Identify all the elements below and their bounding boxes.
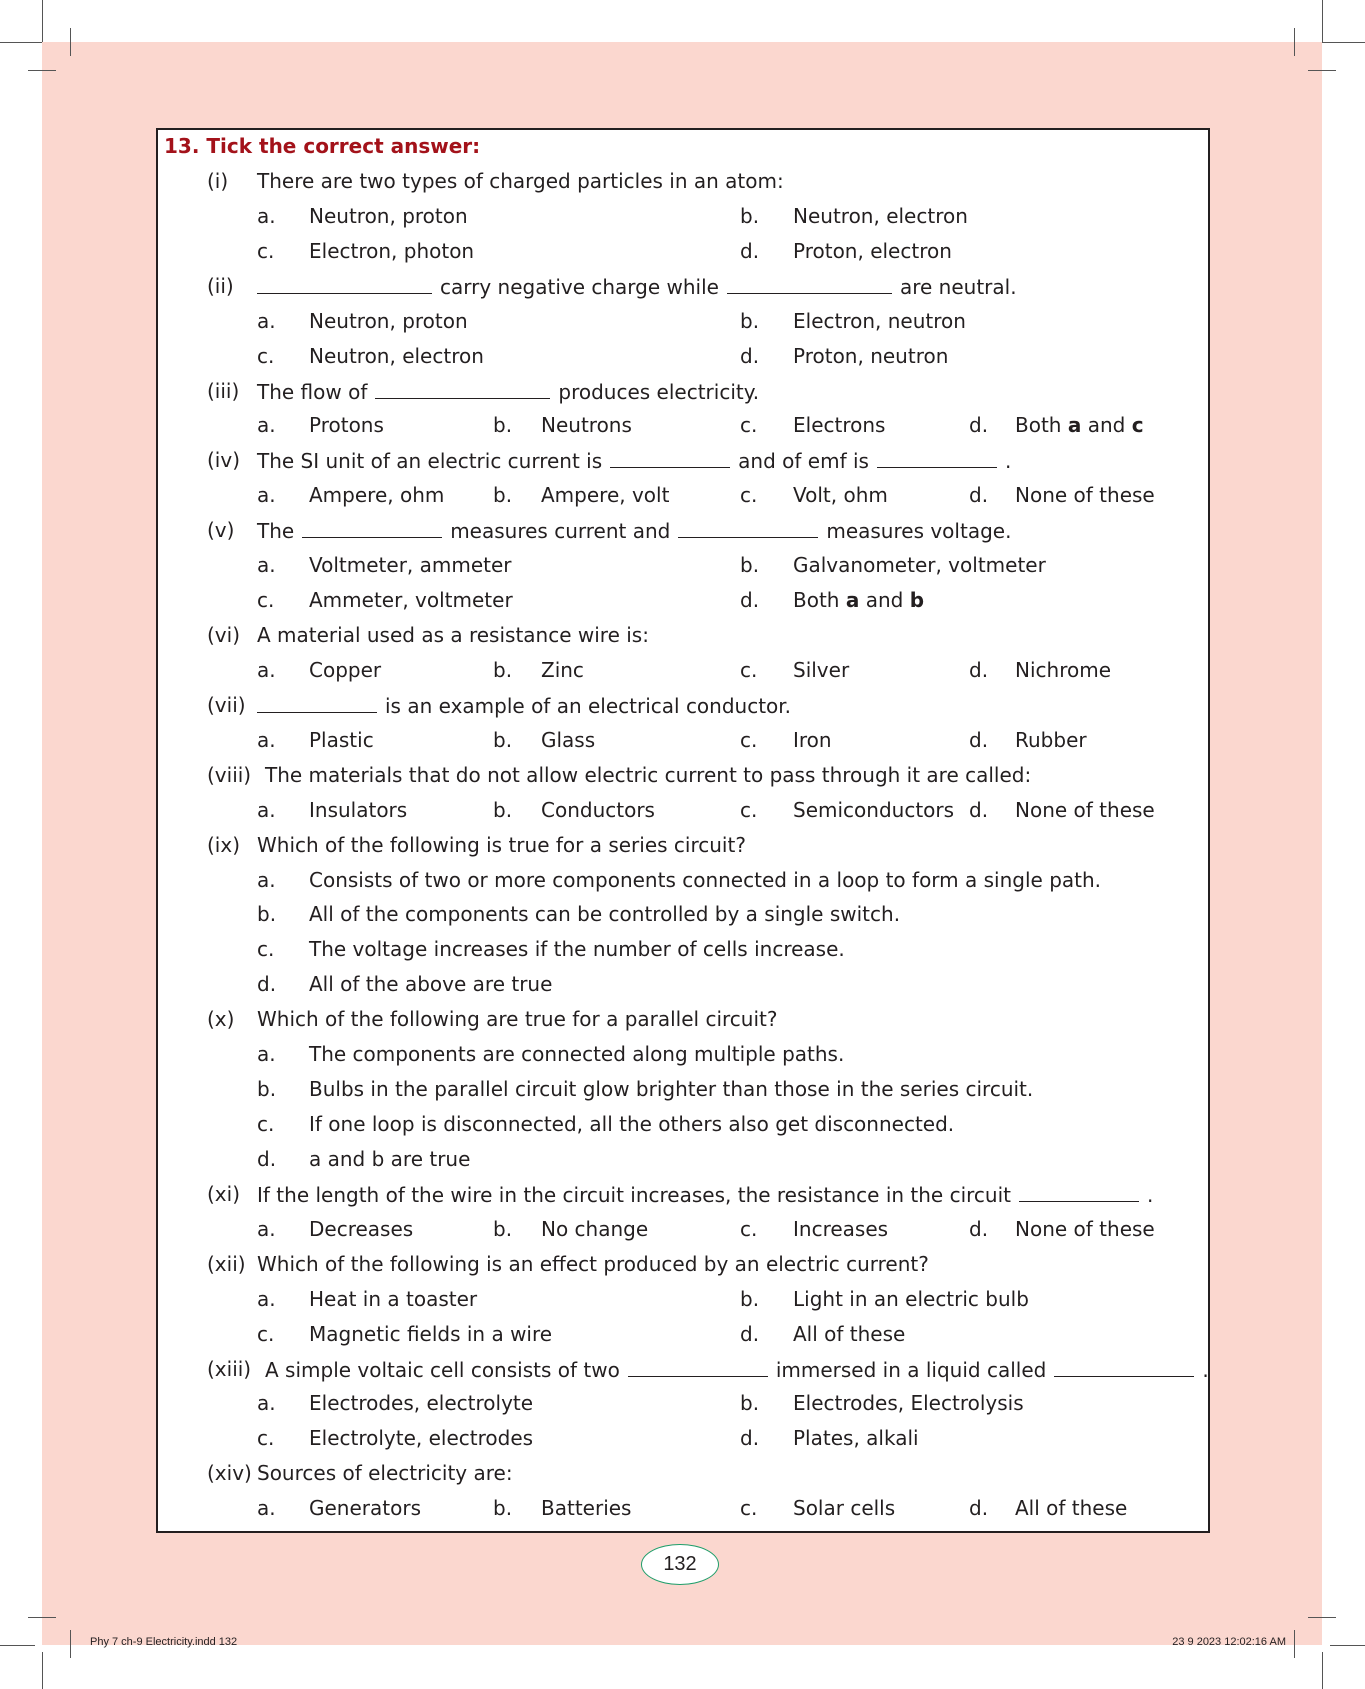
option-text (793, 1284, 1029, 1314)
option-letter: a. (257, 553, 276, 578)
option-letter: a. (257, 483, 276, 508)
option-letter: c. (740, 797, 758, 822)
option-letter: b. (493, 727, 513, 752)
crop-mark (28, 70, 56, 71)
option-text-part: Light in an electric bulb (793, 1286, 1029, 1311)
option-letter: d. (969, 1496, 989, 1521)
stem-text: . (1147, 1182, 1154, 1207)
option-bold-part: c (1131, 413, 1144, 438)
option-text-part: None of these (1015, 797, 1155, 822)
option-letter: b. (493, 1216, 513, 1241)
stem-text: are neutral. (899, 274, 1017, 299)
option-text (793, 1214, 888, 1244)
option-text-part: Neutrons (541, 413, 632, 438)
stem-text: If the length of the wire in the circuit increases, the resistance in the circuit (257, 1182, 1011, 1207)
crop-mark (1330, 1645, 1365, 1646)
option-text (309, 1144, 470, 1174)
option-letter: c. (257, 1112, 275, 1137)
option-letter: b. (493, 1496, 513, 1521)
crop-mark (0, 42, 42, 43)
question-number: (v) (207, 518, 235, 543)
option-letter: a. (257, 657, 276, 682)
option-text (793, 1388, 1024, 1418)
option-text-part: Heat in a toaster (309, 1286, 478, 1311)
option-letter: a. (257, 727, 276, 752)
option-text (309, 725, 374, 755)
option-text (309, 1214, 413, 1244)
option-letter: d. (740, 1321, 760, 1346)
question-number: (xiv) (207, 1461, 252, 1486)
option-text-part: None of these (1015, 483, 1155, 508)
crop-mark (1308, 70, 1336, 71)
option-bold-part: a (1067, 413, 1082, 438)
option-letter: c. (257, 1426, 275, 1451)
option-letter: d. (257, 972, 277, 997)
stem-text: The materials that do not allow electric current to pass through it are called: (265, 762, 1032, 787)
option-letter: c. (257, 937, 275, 962)
option-text-part: Magnetic fields in a wire (309, 1321, 553, 1346)
question-number: (x) (207, 1007, 235, 1032)
option-text-part: All of the components can be controlled by a single switch. (309, 902, 901, 927)
footer-file-info: Phy 7 ch-9 Electricity.indd 132 (90, 1636, 238, 1648)
question-number: (iii) (207, 378, 240, 403)
option-text (541, 1214, 648, 1244)
option-text-part: Rubber (1015, 727, 1087, 752)
answer-blank (628, 1354, 768, 1377)
stem-text: immersed in a liquid called (775, 1357, 1047, 1382)
option-text (309, 1109, 954, 1139)
question-number: (ii) (207, 273, 234, 298)
question-stem (257, 830, 746, 860)
option-letter: d. (969, 657, 989, 682)
crop-mark (0, 1645, 35, 1646)
question-stem (265, 760, 1031, 790)
option-text-part: Proton, neutron (793, 343, 949, 368)
question-number: (vii) (207, 692, 246, 717)
option-letter: c. (257, 238, 275, 263)
option-text (309, 1388, 533, 1418)
option-text-part: Electrodes, Electrolysis (793, 1391, 1024, 1416)
option-text-part: Both (793, 588, 846, 613)
option-letter: c. (740, 657, 758, 682)
option-letter: c. (257, 588, 275, 613)
answer-blank (727, 271, 892, 294)
option-letter: a. (257, 1496, 276, 1521)
question-stem (257, 166, 784, 196)
option-letter: d. (969, 797, 989, 822)
option-text-part: Galvanometer, voltmeter (793, 553, 1046, 578)
option-text-part: Both (1015, 413, 1068, 438)
option-text (541, 725, 595, 755)
stem-text: Sources of electricity are: (257, 1461, 513, 1486)
crop-mark (70, 28, 71, 56)
option-text (793, 1319, 905, 1349)
option-text-part: Ammeter, voltmeter (309, 588, 513, 613)
option-letter: d. (740, 588, 760, 613)
option-text (309, 550, 512, 580)
option-text (793, 201, 968, 231)
option-text-part: Neutron, proton (309, 308, 468, 333)
option-text-part: Protons (309, 413, 384, 438)
option-text (541, 410, 632, 440)
option-text-part: Conductors (541, 797, 655, 822)
stem-text: Which of the following are true for a parallel circuit? (257, 1007, 778, 1032)
option-letter: a. (257, 308, 276, 333)
option-text-part: Copper (309, 657, 382, 682)
option-letter: d. (969, 413, 989, 438)
stem-text: is an example of an electrical conductor. (385, 693, 792, 718)
question-number: (vi) (207, 623, 240, 648)
stem-text: . (1202, 1357, 1209, 1382)
question-stem (257, 690, 791, 720)
option-text (793, 550, 1046, 580)
option-text (541, 655, 584, 685)
option-text-part: Glass (541, 727, 596, 752)
option-text-part: None of these (1015, 1216, 1155, 1241)
answer-blank (257, 690, 377, 713)
stem-text: carry negative charge while (440, 274, 719, 299)
option-bold-part: b (909, 588, 925, 613)
option-text-part: The voltage increases if the number of cells increase. (309, 937, 845, 962)
option-text (1015, 655, 1111, 685)
option-text-part: Electrons (793, 413, 886, 438)
question-stem (257, 1179, 1153, 1209)
option-text-part: The components are connected along multiple paths. (309, 1042, 845, 1067)
option-text (793, 1423, 919, 1453)
option-text-part: Volt, ohm (793, 483, 888, 508)
option-text-part: No change (541, 1216, 649, 1241)
option-text (309, 1423, 533, 1453)
option-text (793, 1493, 895, 1523)
stem-text: produces electricity. (558, 379, 760, 404)
stem-text: . (1004, 449, 1012, 474)
option-text-part: Silver (793, 657, 850, 682)
option-text (309, 236, 474, 266)
option-text (309, 201, 468, 231)
option-text-part: Electrodes, electrolyte (309, 1391, 534, 1416)
question-number: (iv) (207, 448, 240, 473)
answer-blank (877, 445, 997, 468)
question-number: (ix) (207, 832, 240, 857)
option-letter: a. (257, 797, 276, 822)
answer-blank (678, 515, 818, 538)
option-letter: d. (969, 1216, 989, 1241)
crop-mark (28, 1617, 56, 1618)
option-text-part: Neutron, electron (309, 343, 484, 368)
option-letter: b. (493, 483, 513, 508)
option-text-part: Plates, alkali (793, 1426, 919, 1451)
stem-text: Which of the following is an effect produced by an electric current? (257, 1251, 929, 1276)
option-letter: b. (257, 1077, 277, 1102)
option-letter: a. (257, 1286, 276, 1311)
stem-text: There are two types of charged particles in an atom: (257, 168, 784, 193)
crop-mark (42, 1652, 43, 1689)
option-text (309, 969, 552, 999)
option-text-part: All of the above are true (309, 972, 553, 997)
question-number: (i) (207, 168, 229, 193)
option-letter: b. (740, 553, 760, 578)
option-text (793, 341, 948, 371)
stem-text: measures current and (450, 519, 671, 544)
crop-mark (1322, 0, 1323, 42)
option-text (1015, 1493, 1127, 1523)
option-letter: d. (740, 343, 760, 368)
option-text-part: Solar cells (793, 1496, 896, 1521)
option-text-part: If one loop is disconnected, all the others also get disconnected. (309, 1112, 955, 1137)
option-text-part: Semiconductors (793, 797, 955, 822)
option-letter: b. (740, 1286, 760, 1311)
stem-text: The (257, 519, 295, 544)
answer-blank (257, 271, 432, 294)
option-text (1015, 725, 1087, 755)
option-letter: a. (257, 1042, 276, 1067)
option-text (541, 480, 669, 510)
question-number: (xi) (207, 1181, 240, 1206)
option-text-part: Iron (793, 727, 832, 752)
option-text-part: Increases (793, 1216, 889, 1241)
crop-mark (1322, 42, 1365, 43)
crop-mark (1322, 1652, 1323, 1689)
question-stem (257, 515, 1011, 545)
question-stem (257, 445, 1011, 475)
option-letter: d. (740, 1426, 760, 1451)
question-number: (xiii) (207, 1356, 252, 1381)
option-text (309, 1039, 844, 1069)
stem-text: The flow of (257, 379, 368, 404)
option-letter: b. (740, 308, 760, 333)
option-letter: c. (740, 1216, 758, 1241)
option-text (309, 1319, 552, 1349)
option-text (793, 480, 888, 510)
answer-blank (1019, 1179, 1139, 1202)
option-text-part: Bulbs in the parallel circuit glow brighter than those in the series circuit. (309, 1077, 1034, 1102)
stem-text: and of emf is (738, 449, 869, 474)
option-text-part: Zinc (541, 657, 584, 682)
option-text (1015, 480, 1155, 510)
option-text (309, 655, 381, 685)
answer-blank (302, 515, 442, 538)
option-text (793, 655, 849, 685)
option-text-part: Electrolyte, electrodes (309, 1426, 534, 1451)
option-text-part: Insulators (309, 797, 408, 822)
option-letter: a. (257, 867, 276, 892)
option-letter: d. (740, 238, 760, 263)
page-number: 132 (641, 1544, 719, 1585)
option-letter: c. (257, 343, 275, 368)
option-letter: b. (740, 1391, 760, 1416)
option-letter: b. (493, 413, 513, 438)
option-text-part: a and b are true (309, 1146, 471, 1171)
option-text (309, 899, 900, 929)
option-text-part: and (859, 588, 910, 613)
option-text-part: Batteries (541, 1496, 632, 1521)
question-stem (257, 1458, 513, 1488)
crop-mark (70, 1630, 71, 1658)
option-text (793, 410, 885, 440)
stem-text: The SI unit of an electric current is (257, 449, 603, 474)
question-number: (xii) (207, 1251, 246, 1276)
option-text-part: Voltmeter, ammeter (309, 553, 512, 578)
footer-timestamp: 23 9 2023 12:02:16 AM (1172, 1636, 1286, 1648)
option-text (793, 236, 952, 266)
option-letter: d. (969, 727, 989, 752)
option-text-part: Ampere, ohm (309, 483, 445, 508)
crop-mark (42, 0, 43, 42)
stem-text: measures voltage. (826, 519, 1012, 544)
option-letter: a. (257, 203, 276, 228)
option-text-part: All of these (793, 1321, 906, 1346)
option-text-part: Proton, electron (793, 238, 952, 263)
option-letter: a. (257, 1391, 276, 1416)
option-text (1015, 795, 1155, 825)
option-text (541, 1493, 631, 1523)
option-letter: b. (493, 657, 513, 682)
crop-mark (1294, 28, 1295, 56)
option-text-part: Consists of two or more components connected in a loop to form a single path. (309, 867, 1102, 892)
option-letter: c. (257, 1321, 275, 1346)
option-letter: d. (969, 483, 989, 508)
option-text (309, 1284, 477, 1314)
option-text (309, 585, 513, 615)
option-text-part: and (1081, 413, 1132, 438)
option-letter: c. (740, 1496, 758, 1521)
option-text-part: Electron, neutron (793, 308, 966, 333)
question-stem (265, 1354, 1209, 1384)
option-letter: b. (493, 797, 513, 822)
crop-mark (1308, 1617, 1336, 1618)
question-stem (257, 1004, 777, 1034)
option-text (309, 865, 1101, 895)
option-text (309, 410, 384, 440)
option-text (793, 306, 966, 336)
option-letter: b. (740, 203, 760, 228)
option-text-part: Decreases (309, 1216, 414, 1241)
question-stem (257, 620, 649, 650)
option-letter: a. (257, 413, 276, 438)
option-text (309, 1074, 1033, 1104)
option-text (1015, 1214, 1155, 1244)
question-number: (viii) (207, 762, 252, 787)
option-text (793, 585, 924, 615)
question-stem (257, 1249, 929, 1279)
option-text-part: Neutron, electron (793, 203, 968, 228)
question-stem (257, 376, 759, 406)
option-letter: c. (740, 413, 758, 438)
option-text-part: All of these (1015, 1496, 1128, 1521)
option-letter: b. (257, 902, 277, 927)
stem-text: Which of the following is true for a series circuit? (257, 832, 746, 857)
option-text-part: Plastic (309, 727, 374, 752)
option-text (309, 480, 444, 510)
option-text-part: Nichrome (1015, 657, 1111, 682)
option-text (309, 341, 484, 371)
option-text-part: Electron, photon (309, 238, 475, 263)
option-letter: c. (740, 727, 758, 752)
option-text (1015, 410, 1144, 440)
option-text (309, 934, 845, 964)
option-letter: a. (257, 1216, 276, 1241)
stem-text: A material used as a resistance wire is: (257, 623, 649, 648)
option-text-part: Neutron, proton (309, 203, 468, 228)
option-text-part: Ampere, volt (541, 483, 670, 508)
option-bold-part: a (845, 588, 860, 613)
option-text (793, 795, 954, 825)
stem-text: A simple voltaic cell consists of two (265, 1357, 620, 1382)
section-title: 13. Tick the correct answer: (164, 134, 481, 158)
option-text (309, 795, 407, 825)
answer-blank (1054, 1354, 1194, 1377)
answer-blank (375, 376, 550, 399)
option-letter: d. (257, 1146, 277, 1171)
option-text (309, 306, 468, 336)
option-text (793, 725, 832, 755)
option-text-part: Generators (309, 1496, 421, 1521)
answer-blank (610, 445, 730, 468)
question-stem (257, 271, 1017, 301)
option-text (309, 1493, 421, 1523)
option-letter: c. (740, 483, 758, 508)
crop-mark (1294, 1630, 1295, 1658)
option-text (541, 795, 655, 825)
